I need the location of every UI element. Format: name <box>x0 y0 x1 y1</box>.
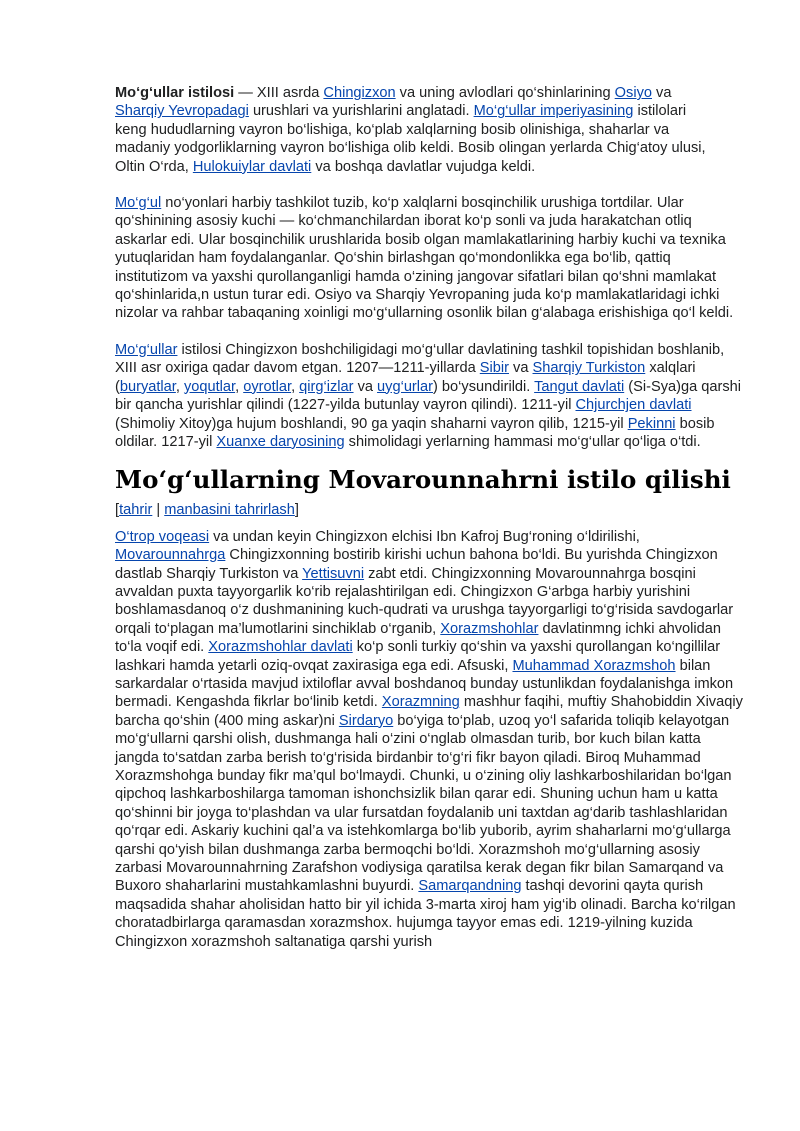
body-text: va <box>651 85 672 101</box>
body-text: istilosi Chingizxon boshchiligidagi mo‘g‘ullar davlatining tashkil topishidan boshlanib, XIII asr oxiriga qadar davom etgan. 1207—1211-yillarda <box>115 341 725 377</box>
wiki-link[interactable]: Sharqiy Turkiston <box>532 360 646 377</box>
wiki-link[interactable]: buryatlar <box>119 378 176 395</box>
wiki-link[interactable]: Yettisuvni <box>302 565 365 582</box>
wiki-link[interactable]: qirg‘izlar <box>299 378 354 395</box>
body-text: (Shimoliy Xitoy)ga hujum boshlandi, 90 ga yaqin shaharni vayron qilib, 1215-yil <box>115 415 628 432</box>
body-text: ko‘p sonli turkiy qo‘shin va yaxshi qurollangan ko‘ngillilar lashkari hamda yetarli oziq-ovqat zaxirasiga ega edi. Afsuski, <box>115 639 721 674</box>
body-text: tashqi devorini qayta qurish maqsadida shahar aholisidan hatto bir yil ichida 3-marta xiroj ham yig‘ib olinadi. Barcha ko‘rilgan choratadbirlarga qaramasdan xorazmshox. hujumga tayyor emas edi. 1219-yilning kuzida Chingizxon xorazmshoh saltanatiga qarshi yurish <box>115 878 736 950</box>
body-text: zabt etdi. Chingizxonning Movarounnahrga bosqini avvaldan puxta tayyorgarlik ko‘rib rejalashtirilgan edi. Chingizxon G‘arbga harbiy yurishini boshlamasdanoq o‘z dushmanining kuch-qudrati va urushga tayyorgarligi to‘g‘risida savdogarlar orqali to‘plagan ma’lumotlarini sinchiklab o‘rganib, <box>115 565 734 637</box>
body-text: shimolidagi yerlarning hammasi mo‘g‘ullar qo‘liga o‘tdi. <box>344 433 701 450</box>
wiki-link[interactable]: Xorazmning <box>381 694 460 711</box>
wiki-link[interactable]: Xuanxe daryosining <box>216 433 345 450</box>
body-text: ) bo‘ysundirildi. <box>433 378 535 395</box>
body-text: , <box>175 378 184 395</box>
body-text: (Si-Sya)ga qarshi bir qancha yurishlar qilindi (1227-yilda butunlay vayron qilindi). 1211-yil <box>115 378 741 414</box>
edit-link[interactable]: tahrir <box>119 502 153 519</box>
body-text: — XIII asrda <box>234 85 324 101</box>
wiki-link[interactable]: Sharqiy Yevropadagi <box>115 103 249 120</box>
body-text: va <box>353 378 378 395</box>
wiki-link[interactable]: Chjurchjen davlati <box>575 397 692 414</box>
wiki-link[interactable]: Samarqandning <box>418 878 522 895</box>
wiki-link[interactable]: yoqutlar <box>183 378 236 395</box>
wiki-link[interactable]: oyrotlar <box>243 378 292 395</box>
body-text: , <box>291 378 300 395</box>
article <box>115 84 745 951</box>
wiki-link[interactable]: Xorazmshohlar <box>440 620 539 637</box>
edit-bracket-open: [ <box>115 502 120 519</box>
wiki-link[interactable]: Sirdaryo <box>338 712 394 729</box>
section-heading: Mo‘g‘ullarning Movarounnahrni istilo qilishi <box>115 465 731 495</box>
body-text: Chingizxonning bostirib kirishi uchun bahona bo‘ldi. Bu yurishda Chingizxon dastlab Sharqiy Turkiston va <box>115 547 718 582</box>
edit-separator: | <box>152 502 165 519</box>
wiki-link[interactable]: Muhammad Xorazmshoh <box>512 657 676 674</box>
wiki-link[interactable]: Mo‘g‘ullar imperiyasining <box>473 103 634 120</box>
body-text: no‘yonlari harbiy tashkilot tuzib, ko‘p xalqlarni bosqinchilik urushiga tortdilar. Ular qo‘shinining asosiy kuchi — ko‘chmanchilardan iborat ko‘p sonli va juda harakatchan otliq askarlar edi. Ular bosqinchilik urushlarida bosib olgan mamlakatlarining harbiy kuchi va texnika yutuqlaridan ham foydalanganlar. Qo‘shin birlashgan qo‘mondonlikka ega bo‘lib, qattiq institutizom va yaxshi qurollanganligi hamda o‘zining jangovar sifatlari bilan qo‘shni mamlakat qo‘shinlarida,n ustun turar edi. Osiyo va Sharqiy Yevropaning juda ko‘p mamlakatlaridagi ichki nizolar va rahbar tabaqaning xoinligi mo‘g‘ullarning osonlik bilan g‘alabaga erishishiga qo‘l keldi. <box>115 195 734 322</box>
wiki-link[interactable]: Chingizxon <box>323 85 396 101</box>
body-text: va <box>508 360 533 377</box>
movarounnahr-paragraph <box>115 528 745 951</box>
wiki-link[interactable]: Osiyo <box>614 85 652 101</box>
wiki-link[interactable]: Movarounnahrga <box>115 547 226 564</box>
body-text: va boshqa davlatlar vujudga keldi. <box>311 158 536 175</box>
body-text: , <box>235 378 244 395</box>
edit-source-link[interactable]: manbasini tahrirlash <box>164 502 295 519</box>
body-text: xalqlari ( <box>115 360 696 395</box>
body-text: va uning avlodlari qo‘shinlarining <box>395 85 615 101</box>
wiki-link[interactable]: Tangut davlati <box>534 378 625 395</box>
wiki-link[interactable]: Pekinni <box>627 415 676 432</box>
intro-paragraph <box>115 84 715 176</box>
mongol-army-paragraph <box>115 194 745 323</box>
body-text: davlatinmng ichki ahvolidan to‘la voqif edi. <box>115 620 721 656</box>
article-subject: Mo‘g‘ullar istilosi <box>115 85 235 101</box>
wiki-link[interactable]: Hulokuiylar davlati <box>192 158 312 175</box>
body-text: va undan keyin Chingizxon elchisi Ibn Kafroj Bug‘roning o‘ldirilishi, <box>209 528 640 545</box>
body-text: bo‘yiga to‘plab, uzoq yo‘l safarida toliqib kelayotgan mo‘g‘ullarni qarshi olish, dushmanga hali o‘zini o‘nglab olmasdan turib, bor kuch bilan katta jangda to‘satdan zarba berish to‘g‘risida birdanbir to‘g‘ri fikr bayon qiladi. Biroq Muhammad Xorazmshohga bunday fikr ma’qul bo‘lmaydi. Chunki, u o‘zining oliy lashkarboshilaridan bo‘lgan qipchoq lashkarboshilarga tamoman ishonchsizlik bilan qarar edi. Shuning uchun ham u katta qo‘shinni bir joyga to‘plashdan va ular fursatdan foydalanib uni taxtdan ag‘darib tashlashlaridan qo‘rqar edi. Askariy kuchini qal’a va istehkomlarga bo‘lib yuborib, ayrim shaharlarni mo‘g‘ullarga qarshi qo‘yish bilan dushmanga zarba bermoqchi bo‘ldi. Xorazmshoh mo‘g‘ullarning asosiy zarbasi Movarounnahrning Zarafshon vodiysiga qaratilsa kerak degan fikr bilan Samarqand va Buxoro shaharlarini mustahkamlashni buyurdi. <box>115 712 732 895</box>
wiki-link[interactable]: uyg‘urlar <box>377 378 434 395</box>
body-text: bosib oldilar. 1217-yil <box>115 415 715 450</box>
body-text: mashhur faqihi, muftiy Shahobiddin Xivaqiy barcha qo‘shin (400 ming askar)ni <box>115 694 743 729</box>
body-text: bilan sarkardalar o‘rtasida mavjud ixtiloflar avval boshdanoq bunday ustunlikdan foydalanishga imkon bermadi. Kengashda fikrlar bo‘linib ketdi. <box>115 657 734 711</box>
wiki-link[interactable]: Mo‘g‘ullar <box>115 341 178 358</box>
edit-bracket-close: ] <box>294 502 299 519</box>
wiki-link[interactable]: Mo‘g‘ul <box>115 195 162 212</box>
edit-section-links <box>115 501 745 519</box>
wiki-link[interactable]: Sibir <box>479 360 509 377</box>
conquest-chronology-paragraph <box>115 341 745 451</box>
body-text: istilolari keng hududlarning vayron bo‘lishiga, ko‘plab xalqlarning bosib olinishiga, shaharlar va madaniy yodgorliklarning vayron bo‘lishiga olib keldi. Bosib olingan yerlarda Chig‘atoy ulusi, Oltin O‘rda, <box>115 103 706 175</box>
wiki-link[interactable]: Xorazmshohlar davlati <box>208 639 353 656</box>
body-text: urushlari va yurishlarini anglatadi. <box>248 103 474 120</box>
wiki-link[interactable]: O‘trор voqeasi <box>115 528 210 545</box>
